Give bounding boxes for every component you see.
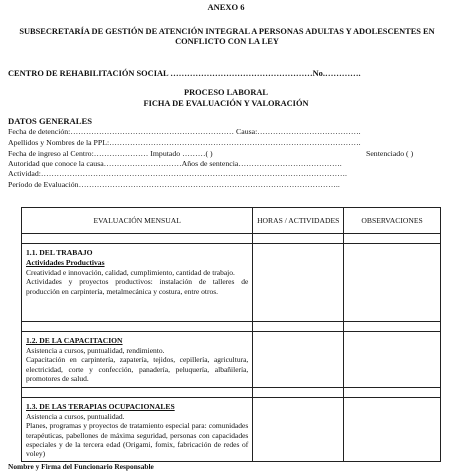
section-text: Actividades y proyectos productivos: instalación de talleres de producción en carpintería, metalmecánica y costura, entre otros. bbox=[26, 277, 249, 296]
datos-generales-title: DATOS GENERALES bbox=[8, 116, 92, 126]
section-text: Asistencia a cursos, puntualidad. bbox=[26, 412, 125, 421]
section-text: Asistencia a cursos, puntualidad, rendimiento. bbox=[26, 346, 165, 355]
col-evaluacion-header: EVALUACIÓN MENSUAL bbox=[22, 208, 253, 234]
horas-cell[interactable] bbox=[253, 332, 344, 388]
section-title: 1.3. DE LAS TERAPIAS OCUPACIONALES bbox=[26, 402, 175, 411]
proceso-title: PROCESO LABORAL bbox=[184, 88, 268, 97]
table-spacer-row bbox=[22, 388, 441, 398]
section-row-trabajo bbox=[22, 244, 441, 322]
table-spacer-row bbox=[22, 234, 441, 244]
centro-line: CENTRO DE REHABILITACIÓN SOCIAL ……………………………………………No.…………. bbox=[8, 69, 361, 78]
observaciones-cell[interactable] bbox=[344, 244, 441, 322]
autoridad-field: Autoridad que conoce la causa…………………………Años de sentencia…………………………………. bbox=[8, 159, 342, 168]
observaciones-cell[interactable] bbox=[344, 332, 441, 388]
section-row-terapias bbox=[22, 398, 441, 462]
section-subtitle: Actividades Productivas bbox=[26, 258, 105, 267]
sentenciado-field: Sentenciado ( ) bbox=[366, 149, 414, 158]
periodo-field: Período de Evaluación……………………………………………………………………………………….. bbox=[8, 180, 340, 189]
actividad-field: Actividad:………………………………………………………………………………………………………. bbox=[8, 169, 347, 178]
col-observaciones-header: OBSERVACIONES bbox=[344, 208, 441, 234]
proceso-heading bbox=[0, 88, 452, 109]
annex-title: ANEXO 6 bbox=[207, 2, 245, 12]
horas-cell[interactable] bbox=[253, 398, 344, 462]
horas-cell[interactable] bbox=[253, 244, 344, 322]
section-text: Creatividad e innovación, calidad, cumplimiento, cantidad de trabajo. bbox=[26, 268, 235, 277]
subsecretaria-heading: SUBSECRETARÍA DE GESTIÓN DE ATENCIÓN INTEGRAL A PERSONAS ADULTAS Y ADOLESCENTES EN CONFLICTO CON LA LEY bbox=[19, 27, 435, 46]
section-trabajo bbox=[22, 244, 253, 322]
apellidos-field: Apellidos y Nombres de la PPL:……………………………………………………………………………………. bbox=[8, 138, 361, 147]
table-header-row bbox=[22, 208, 441, 234]
section-row-capacitacion bbox=[22, 332, 441, 388]
firma-label: Nombre y Firma del Funcionario Responsable bbox=[8, 462, 154, 471]
evaluation-table bbox=[21, 207, 441, 462]
section-title: 1.2. DE LA CAPACITACION bbox=[26, 336, 123, 345]
section-title: 1.1. DEL TRABAJO bbox=[26, 248, 93, 257]
ingreso-centro-field: Fecha de ingreso al Centro:………………… Imputado ………( ) bbox=[8, 149, 213, 158]
col-horas-header: HORAS / ACTIVIDADES bbox=[253, 208, 344, 234]
section-text: Capacitación en carpintería, zapatería, tejidos, cepillería, agricultura, electricidad, corte y confección, panadería, peluquería, albañilería, promotores de salud. bbox=[26, 355, 249, 383]
section-text: Planes, programas y proyectos de tratamiento especial para: comunidades terapéuticas, pabellones de máxima seguridad, personas con capacidades especiales y de la tercera edad (Origami, fomix, fabricación de redes of voley) bbox=[26, 421, 249, 459]
section-capacitacion bbox=[22, 332, 253, 388]
fecha-detencion-field: Fecha de detención:……………………………………………………… Causa:…………………………………. bbox=[8, 127, 361, 136]
observaciones-cell[interactable] bbox=[344, 398, 441, 462]
table-spacer-row bbox=[22, 322, 441, 332]
ficha-title: FICHA DE EVALUACIÓN Y VALORACIÓN bbox=[143, 98, 309, 108]
section-terapias bbox=[22, 398, 253, 462]
